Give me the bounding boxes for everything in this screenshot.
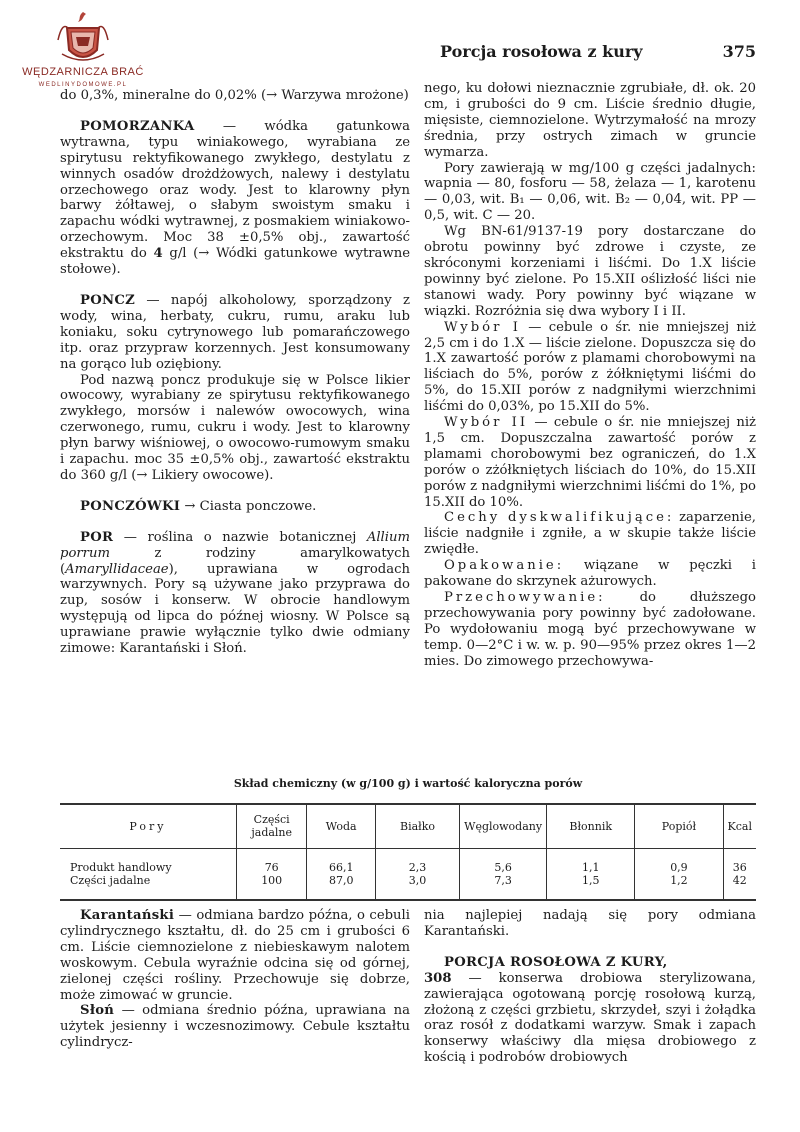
cell-value: 100 [261,873,283,887]
cell-value: 0,9 [670,860,688,874]
cell-value: 7,3 [494,873,512,887]
paragraph-wybor-2 [424,415,756,510]
paragraph-przechowywanie [424,590,756,670]
paragraph-standard: Wg BN-61/9137-19 pory dostarczane do obrotu powinny być zdrowe i czyste, ze skróconymi korzeniami i liśćmi. Do 1.X liście powinny być zielone. Po 15.XII oślizłość liści nie stanowi wady. Pory powinny być wiązane w wiązki. Rozróżnia się dwa wybory I i II. [424,224,756,319]
entry-text: — wódka gatunkowa wytrawna, typu winiakowego, wyrabiana ze spirytusu rektyfikowanego zwykłego, destylatu z winnych osadów drożdżowych, nalewy i destylatu orzechowego oraz wody. Jest to klarowny płyn barwy żółtawej, o słabym swoistym smaku i zapachu wódki wytrawnej, z posmakiem winiakowo-orzechowym. Moc 38 ±0,5% obj., zawartość ekstraktu do [60,118,410,262]
table-row [60,848,756,900]
cell-value: 87,0 [328,873,354,887]
table-caption: Skład chemiczny (w g/100 g) i wartość kaloryczna porów [233,777,583,790]
column-header: Błonnik [547,804,635,848]
entry-term: Karantański [80,908,175,923]
left-column [60,88,410,657]
text-opakowanie: wiązane w pęczki i pakowane do skrzynek ażurowych. [424,558,756,590]
cell-value: 76 [264,860,279,874]
entry-text: z rodziny amarylkowatych ( [60,545,410,577]
logo-subtitle: WEDLINYDOMOWE.PL [38,82,128,88]
entry-porcja-rosolowa [424,955,756,1066]
logo-title: WĘDZARNICZA BRAĆ [22,66,144,78]
entry-text: — odmiana bardzo późna, o cebuli cylindrycznego kształtu, dł. do 25 cm i grubości 6 cm. Liście ciemnozielone z niebieskawym nalotem woskowym. Cebula wyraźnie odcina się od górnej, zielonej części rośliny. Przechowuje się dobrze, może zimować w gruncie. [60,908,410,1003]
entry-pomorzanka [60,119,410,278]
entry-karantanski [60,908,410,1003]
entry-slon [60,1003,410,1051]
column-header: Pory [60,804,236,848]
table-cell [460,848,547,900]
table-cell [375,848,459,900]
text-wybor-2: — cebule o śr. nie mniejszej niż 1,5 cm. Dopuszczalna zawartość porów z plamami chorobowymi bez ograniczeń, do 1.X porów o zżółkniętych liściach do 10%, do 15.XII porów z nadgniłymi wierzchnimi liśćmi do 1%, po 15.XII do 10%. [424,415,756,510]
entry-por [60,530,410,657]
running-title: Porcja rosołowa z kury [440,42,643,61]
label-wybor-1: Wybór I [444,319,521,335]
column-header: Białko [375,804,459,848]
entry-term: Słoń [80,1003,115,1019]
text-wybor-1: — cebule o śr. nie mniejszej niż 2,5 cm i do 1.X — liście zielone. Dopuszcza się do 1.X zawartość porów z plamami chorobowymi na liściach do 5%, porów z żółkniętymi liśćmi do 5%, do 15.XII porów z nadgniłymi wierzchnimi liśćmi do 0,03%, po 15.XII do 5%. [424,319,756,415]
bottom-left-column [60,908,410,1051]
bottom-right-column [424,908,756,1066]
table-cell [635,848,723,900]
latin-species: Allium porrum [60,529,410,561]
right-column [424,81,756,670]
entry-text: — napój alkoholowy, sporządzony z wody, wina, herbaty, cukru, rumu, araku lub koniaku, soku cytrynowego lub pomarańczowego itp. oraz przypraw korzennych. Jest konsumowany na gorąco lub oziębiony. [60,292,410,372]
entry-text-after: g/l (→ Wódki gatunkowe wytrawne stołowe). [60,246,410,278]
cell-value: 42 [732,873,747,887]
label-wybor-2: Wybór II [444,415,529,431]
paragraph-opakowanie [424,558,756,590]
entry-term: PONCZ [80,292,136,308]
table-header-row [60,804,756,848]
entry-poncz [60,293,410,373]
table-cell [307,848,375,900]
entry-text: — odmiana średnio późna, uprawiana na użytek jesienny i wczesnozimowy. Cebule kształtu cylindrycz- [60,1003,410,1051]
chemical-composition-table [60,803,756,901]
column-header: Części jadalne [236,804,307,848]
entry-text: — konserwa drobiowa sterylizowana, zawierająca ogotowaną porcję rosołową kurzą, złożoną z części grzbietu, skrzydeł, szyi i żołądka oraz rosół z dodatkami warzyw. Smak i zapach konserwy właściwy dla mięsa drobiowego z kością i podrobów drobiowych [424,970,756,1066]
text-przechowywanie: do dłuższego przechowywania pory powinny być zadołowane. Po wydołowaniu mogą być przechowywane w temp. 0—2°C i w. w. p. 90—95% przez okres 1—2 mies. Do zimowego przechowywa- [424,590,756,669]
cell-value: 5,6 [494,860,512,874]
page-header [440,42,756,64]
cell-value: 66,1 [328,860,354,874]
row-label: Produkt handlowy [70,860,172,874]
cell-value: 3,0 [408,873,427,887]
entry-term: POMORZANKA [80,118,195,134]
entry-term: PORCJA ROSOŁOWA Z KURY, [444,954,668,970]
label-opakowanie: Opakowanie: [444,558,565,574]
entry-text: — roślina o nazwie botanicznej [113,529,367,545]
entry-number: 308 [424,970,452,986]
paragraph-karantanski-storage: nia najlepiej nadają się pory odmiana Karantański. [424,908,756,939]
crest-icon [18,10,148,66]
cell-value: 36 [732,860,747,874]
column-header: Woda [307,804,375,848]
cell-value: 1,5 [581,873,600,887]
table-cell [723,848,756,900]
column-header: Węglowodany [460,804,547,848]
entry-bold-value: 4 [153,246,163,262]
label-cechy: Cechy dyskwalifikujące: [444,510,675,526]
cell-value: 1,1 [581,860,600,874]
paragraph-por-description: nego, ku dołowi nieznacznie zgrubiałe, dł. ok. 20 cm, i grubości do 9 cm. Liście średnio długie, mięsiste, ciemnozielone. Wytrzymałość na mrozy średnia, przy ostrych zimach w gruncie wymarza. [424,81,756,160]
column-header: Kcal [723,804,756,848]
cell-value: 1,2 [670,873,688,887]
row-label: Części jadalne [70,873,151,887]
label-przechowywanie: Przechowywanie: [444,590,606,605]
paragraph-wybor-1 [424,320,756,415]
entry-term: PONCZÓWKI [80,498,181,514]
table-cell [236,848,307,900]
cell-value: 2,3 [408,860,427,874]
publisher-logo [18,10,148,100]
paragraph-poncz-likier: Pod nazwą poncz produkuje się w Polsce likier owocowy, wyrabiany ze spirytusu rektyfikowanego zwykłego, morsów i nalewów owocowych, wina czerwonego, rumu, cukru i wody. Jest to klarowny płyn barwy wiśniowej, o owocowo-rumowym smaku i zapachu. moc 35 ±0,5% obj., zawartość ekstraktu do 360 g/l (→ Likiery owocowe). [60,372,410,483]
text-cechy: zaparzenie, liście nadgniłe i zgniłe, a w skupie także liście zwiędłe. [424,510,756,558]
paragraph-warzywa: do 0,3%, mineralne do 0,02% (→ Warzywa mrożone) [60,88,409,103]
page-number: 375 [722,42,756,61]
paragraph-cechy [424,510,756,558]
table-cell [547,848,635,900]
entry-ponczowki [60,499,410,515]
entry-text: ), uprawiana w ogrodach warzywnych. Pory są używane jako przyprawa do zup, sosów i konserw. W obrocie handlowym występują od lipca do późnej wiosny. W Polsce są uprawiane prawie wyłącznie tylko dwie odmiany zimowe: Karantański i Słoń. [60,561,410,657]
latin-family: Amaryllidaceae [65,561,169,577]
entry-term: POR [80,529,114,545]
column-header: Popiół [635,804,723,848]
table-cell [60,848,236,900]
paragraph-nutrients: Pory zawierają w mg/100 g części jadalnych: wapnia — 80, fosforu — 58, żelaza — 1, karotenu — 0,03, wit. B₁ — 0,06, wit. B₂ — 0,04, wit. PP — 0,5, wit. C — 20. [424,160,756,224]
entry-text: → Ciasta ponczowe. [180,498,317,514]
